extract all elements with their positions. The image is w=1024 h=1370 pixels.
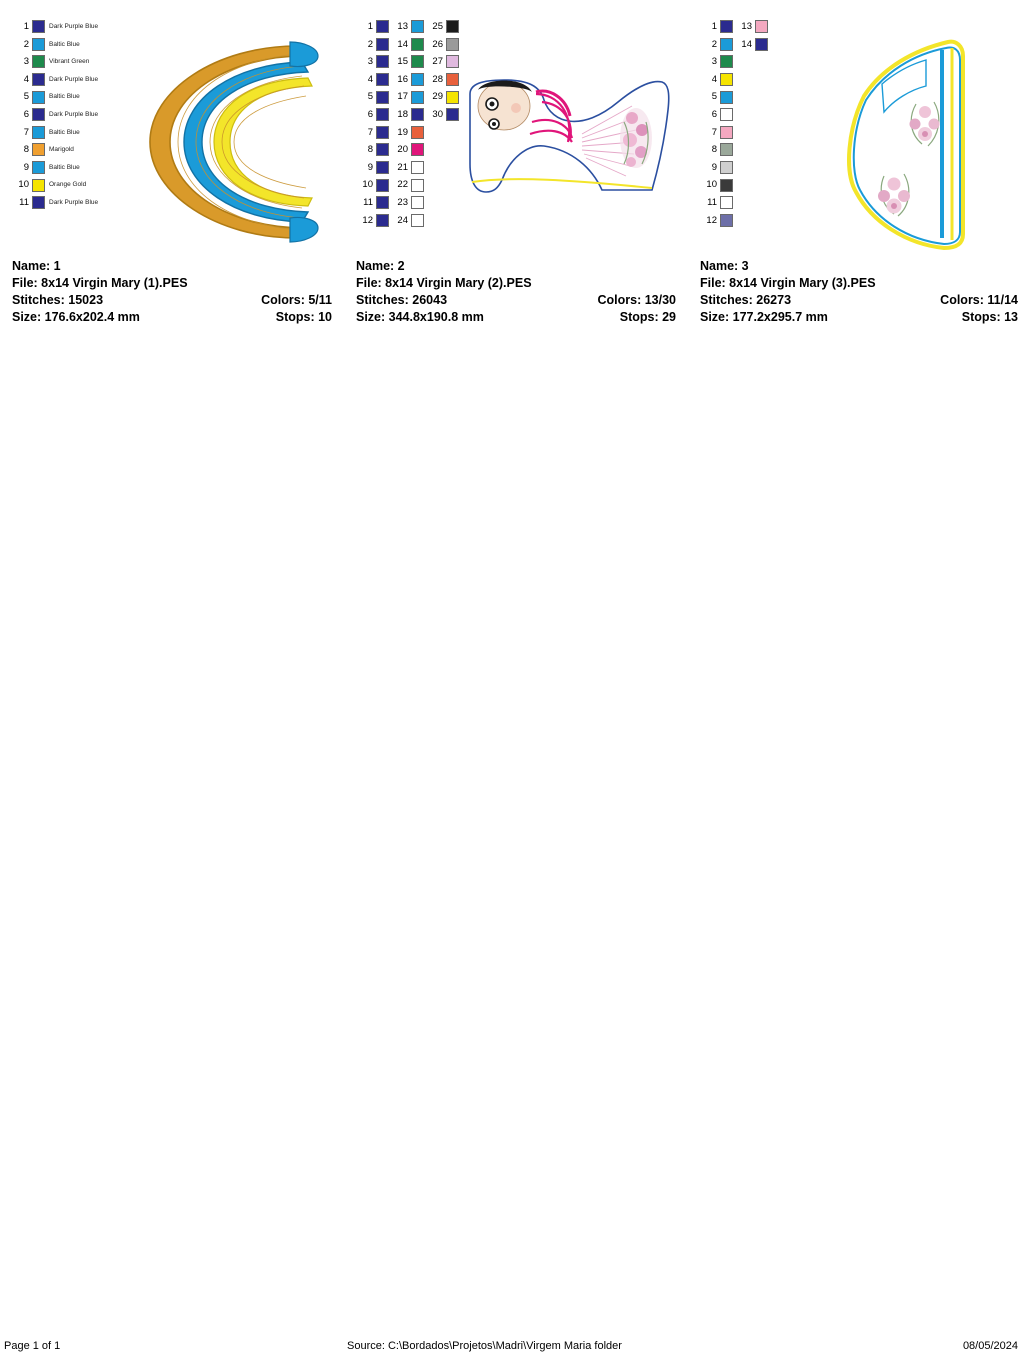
color-swatch bbox=[376, 196, 389, 209]
legend-item bbox=[700, 194, 733, 212]
legend-color-name: Dark Purple Blue bbox=[49, 75, 99, 83]
design-3-name-line bbox=[700, 258, 1018, 275]
design-3-file-line bbox=[700, 275, 1018, 292]
legend-item bbox=[391, 71, 424, 89]
design-3-color-legend bbox=[700, 18, 770, 229]
embroidery-preview-crescent bbox=[122, 32, 342, 252]
figure-pupil-left bbox=[490, 102, 495, 107]
legend-item bbox=[426, 53, 459, 71]
legend-number: 8 bbox=[367, 144, 373, 156]
design-3-file: File: 8x14 Virgin Mary (3).PES bbox=[700, 276, 876, 290]
color-swatch bbox=[720, 126, 733, 139]
color-swatch bbox=[411, 91, 424, 104]
legend-number: 5 bbox=[23, 91, 29, 103]
legend-item bbox=[700, 36, 733, 54]
color-swatch bbox=[411, 38, 424, 51]
design-3-stitches-line bbox=[700, 292, 1018, 309]
legend-number: 2 bbox=[367, 38, 373, 50]
legend-color-name: Baltic Blue bbox=[49, 163, 80, 171]
legend-number: 2 bbox=[711, 38, 717, 50]
color-swatch bbox=[376, 91, 389, 104]
legend-column bbox=[700, 18, 733, 229]
design-3-name: Name: 3 bbox=[700, 259, 749, 273]
crescent-tip-top bbox=[290, 42, 318, 67]
legend-number: 13 bbox=[397, 21, 408, 32]
legend-item bbox=[391, 36, 424, 54]
design-1-name-line bbox=[12, 258, 332, 275]
legend-item bbox=[391, 18, 424, 36]
legend-item bbox=[700, 124, 733, 142]
legend-number: 20 bbox=[397, 144, 408, 156]
color-swatch bbox=[32, 126, 45, 139]
legend-number: 14 bbox=[397, 38, 408, 50]
legend-item bbox=[391, 124, 424, 142]
design-block-3 bbox=[700, 18, 1020, 250]
design-3-artwork-row bbox=[700, 18, 1020, 250]
legend-number: 13 bbox=[741, 21, 752, 32]
color-swatch bbox=[32, 179, 45, 192]
legend-item bbox=[700, 141, 733, 159]
legend-item bbox=[700, 159, 733, 177]
color-swatch bbox=[411, 126, 424, 139]
color-swatch bbox=[446, 38, 459, 51]
legend-item bbox=[391, 106, 424, 124]
legend-number: 4 bbox=[711, 73, 717, 85]
legend-number: 10 bbox=[18, 179, 29, 191]
legend-item bbox=[356, 53, 389, 71]
legend-number: 18 bbox=[397, 108, 408, 120]
legend-number: 19 bbox=[397, 126, 408, 138]
legend-color-name: Orange Gold bbox=[49, 181, 87, 189]
legend-item bbox=[391, 159, 424, 177]
legend-number: 15 bbox=[397, 56, 408, 68]
legend-number: 30 bbox=[432, 108, 443, 120]
color-swatch bbox=[720, 161, 733, 174]
legend-item bbox=[356, 18, 389, 36]
legend-item bbox=[12, 194, 98, 212]
legend-number: 25 bbox=[432, 21, 443, 32]
legend-number: 1 bbox=[711, 21, 717, 32]
design-1-stitches: Stitches: 15023 bbox=[12, 293, 104, 307]
design-1-color-legend bbox=[12, 18, 100, 212]
legend-number: 3 bbox=[367, 56, 373, 68]
legend-item bbox=[12, 106, 98, 124]
legend-number: 11 bbox=[19, 196, 29, 208]
figure-cheek bbox=[511, 103, 521, 113]
legend-item bbox=[12, 141, 98, 159]
legend-number: 2 bbox=[23, 38, 29, 50]
legend-item bbox=[12, 18, 98, 36]
design-2-info bbox=[356, 258, 676, 326]
color-swatch bbox=[376, 55, 389, 68]
legend-number: 8 bbox=[711, 144, 717, 156]
legend-color-name: Dark Purple Blue bbox=[49, 23, 99, 30]
color-swatch bbox=[411, 20, 424, 33]
design-2-stitches-line bbox=[356, 292, 676, 309]
color-swatch bbox=[376, 161, 389, 174]
design-block-1 bbox=[12, 18, 342, 250]
legend-item bbox=[391, 176, 424, 194]
legend-number: 9 bbox=[711, 161, 717, 173]
legend-item bbox=[356, 124, 389, 142]
design-3-size-line bbox=[700, 309, 1018, 326]
legend-number: 5 bbox=[367, 91, 373, 103]
color-swatch bbox=[32, 55, 45, 68]
legend-item bbox=[391, 141, 424, 159]
legend-item bbox=[356, 176, 389, 194]
color-swatch bbox=[376, 126, 389, 139]
color-swatch bbox=[411, 179, 424, 192]
figure-pupil-right bbox=[492, 122, 496, 126]
design-1-name: Name: 1 bbox=[12, 259, 61, 273]
design-1-stitches-line bbox=[12, 292, 332, 309]
legend-item bbox=[356, 194, 389, 212]
color-swatch bbox=[376, 179, 389, 192]
design-3-size: Size: 177.2x295.7 mm bbox=[700, 310, 828, 324]
color-swatch bbox=[32, 143, 45, 156]
color-swatch bbox=[32, 91, 45, 104]
legend-number: 11 bbox=[363, 196, 373, 208]
legend-number: 12 bbox=[706, 214, 717, 226]
color-swatch bbox=[376, 108, 389, 121]
color-swatch bbox=[755, 38, 768, 51]
design-2-file: File: 8x14 Virgin Mary (2).PES bbox=[356, 276, 532, 290]
design-1-file-line bbox=[12, 275, 332, 292]
design-1-info bbox=[12, 258, 332, 326]
legend-item bbox=[356, 106, 389, 124]
legend-item bbox=[700, 88, 733, 106]
legend-item bbox=[426, 18, 459, 36]
legend-item bbox=[12, 71, 98, 89]
legend-item bbox=[12, 88, 98, 106]
design-3-stitches: Stitches: 26273 bbox=[700, 293, 792, 307]
color-swatch bbox=[720, 108, 733, 121]
color-swatch bbox=[720, 20, 733, 33]
color-swatch bbox=[32, 73, 45, 86]
legend-color-name: Baltic Blue bbox=[49, 128, 80, 136]
figure-floral-cluster bbox=[620, 108, 652, 168]
legend-color-name: Marigold bbox=[49, 146, 74, 154]
design-3-stops: Stops: 13 bbox=[961, 310, 1018, 324]
design-2-size-line bbox=[356, 309, 676, 326]
legend-number: 4 bbox=[23, 73, 29, 85]
legend-number: 10 bbox=[706, 179, 717, 191]
legend-number: 26 bbox=[432, 38, 443, 50]
design-1-stops: Stops: 10 bbox=[275, 310, 332, 324]
legend-number: 28 bbox=[432, 73, 443, 85]
legend-item bbox=[12, 36, 98, 54]
legend-number: 12 bbox=[362, 214, 373, 226]
legend-number: 11 bbox=[707, 196, 717, 208]
legend-number: 4 bbox=[367, 73, 373, 85]
color-swatch bbox=[411, 73, 424, 86]
design-1-colors: Colors: 5/11 bbox=[261, 293, 332, 307]
design-2-name-line bbox=[356, 258, 676, 275]
legend-number: 1 bbox=[367, 21, 373, 32]
legend-item bbox=[12, 159, 98, 177]
legend-item bbox=[700, 53, 733, 71]
design-3-colors: Colors: 11/14 bbox=[940, 293, 1018, 307]
footer-date: 08/05/2024 bbox=[962, 1340, 1018, 1352]
legend-item bbox=[735, 18, 768, 36]
color-swatch bbox=[411, 161, 424, 174]
legend-number: 7 bbox=[711, 126, 717, 138]
page-footer bbox=[0, 1340, 1024, 1356]
color-swatch bbox=[411, 55, 424, 68]
legend-item bbox=[356, 36, 389, 54]
color-swatch bbox=[446, 55, 459, 68]
design-1-artwork-row bbox=[12, 18, 342, 250]
legend-item bbox=[356, 159, 389, 177]
color-swatch bbox=[376, 38, 389, 51]
legend-item bbox=[700, 106, 733, 124]
legend-number: 22 bbox=[397, 179, 408, 191]
legend-number: 27 bbox=[432, 56, 443, 68]
legend-item bbox=[735, 36, 768, 54]
color-swatch bbox=[32, 38, 45, 51]
footer-page-number: Page 1 of 1 bbox=[4, 1340, 61, 1352]
embroidery-preview-bell-figure bbox=[432, 72, 682, 207]
color-swatch bbox=[32, 196, 45, 209]
color-swatch bbox=[32, 161, 45, 174]
design-2-file-line bbox=[356, 275, 676, 292]
legend-number: 9 bbox=[23, 161, 29, 173]
color-swatch bbox=[376, 214, 389, 227]
color-swatch bbox=[720, 214, 733, 227]
legend-number: 8 bbox=[23, 144, 29, 156]
legend-number: 14 bbox=[741, 38, 752, 50]
legend-number: 1 bbox=[23, 21, 29, 32]
design-3-info bbox=[700, 258, 1018, 326]
legend-item bbox=[356, 88, 389, 106]
color-swatch bbox=[720, 179, 733, 192]
legend-number: 9 bbox=[367, 161, 373, 173]
legend-item bbox=[700, 18, 733, 36]
legend-number: 23 bbox=[397, 196, 408, 208]
legend-color-name: Baltic Blue bbox=[49, 40, 80, 48]
legend-column bbox=[735, 18, 768, 53]
design-2-size: Size: 344.8x190.8 mm bbox=[356, 310, 484, 324]
legend-number: 5 bbox=[711, 91, 717, 103]
legend-color-name: Dark Purple Blue bbox=[49, 198, 99, 206]
color-swatch bbox=[411, 196, 424, 209]
legend-column bbox=[356, 18, 389, 229]
legend-item bbox=[12, 53, 98, 71]
design-2-artwork-row bbox=[356, 18, 686, 250]
legend-number: 21 bbox=[397, 161, 408, 173]
design-1-file: File: 8x14 Virgin Mary (1).PES bbox=[12, 276, 188, 290]
design-2-stops: Stops: 29 bbox=[619, 310, 676, 324]
legend-item bbox=[356, 71, 389, 89]
color-swatch bbox=[411, 214, 424, 227]
color-swatch bbox=[720, 91, 733, 104]
legend-column bbox=[391, 18, 424, 229]
legend-number: 16 bbox=[397, 73, 408, 85]
design-1-size-line bbox=[12, 309, 332, 326]
legend-color-name: Baltic Blue bbox=[49, 93, 80, 101]
color-swatch bbox=[376, 20, 389, 33]
legend-item bbox=[356, 141, 389, 159]
legend-item bbox=[391, 53, 424, 71]
legend-number: 3 bbox=[23, 56, 29, 68]
crescent-tip-bottom bbox=[290, 217, 318, 242]
legend-color-name: Vibrant Green bbox=[49, 58, 90, 66]
legend-number: 6 bbox=[367, 108, 373, 120]
legend-item bbox=[391, 194, 424, 212]
color-swatch bbox=[755, 20, 768, 33]
legend-item bbox=[356, 212, 389, 230]
legend-number: 7 bbox=[23, 126, 29, 138]
legend-number: 3 bbox=[711, 56, 717, 68]
legend-number: 17 bbox=[397, 91, 408, 103]
legend-column bbox=[12, 18, 98, 212]
legend-item bbox=[700, 212, 733, 230]
legend-item bbox=[12, 124, 98, 142]
color-swatch bbox=[720, 55, 733, 68]
color-swatch bbox=[720, 143, 733, 156]
footer-source-path: Source: C:\Bordados\Projetos\Madri\Virgem Maria folder bbox=[347, 1340, 622, 1352]
color-swatch bbox=[720, 73, 733, 86]
color-swatch bbox=[446, 20, 459, 33]
embroidery-preview-mantle bbox=[830, 26, 1020, 256]
legend-color-name: Dark Purple Blue bbox=[49, 110, 99, 118]
legend-item bbox=[391, 212, 424, 230]
design-2-name: Name: 2 bbox=[356, 259, 405, 273]
color-swatch bbox=[376, 73, 389, 86]
design-1-size: Size: 176.6x202.4 mm bbox=[12, 310, 140, 324]
design-2-stitches: Stitches: 26043 bbox=[356, 293, 448, 307]
design-2-colors: Colors: 13/30 bbox=[597, 293, 676, 307]
legend-number: 10 bbox=[362, 179, 373, 191]
legend-number: 24 bbox=[397, 214, 408, 226]
color-swatch bbox=[411, 143, 424, 156]
legend-item bbox=[700, 71, 733, 89]
legend-item bbox=[426, 36, 459, 54]
color-swatch bbox=[32, 20, 45, 33]
design-block-2 bbox=[356, 18, 686, 250]
legend-item bbox=[700, 176, 733, 194]
color-swatch bbox=[32, 108, 45, 121]
color-swatch bbox=[411, 108, 424, 121]
color-swatch bbox=[376, 143, 389, 156]
legend-number: 7 bbox=[367, 126, 373, 138]
legend-number: 29 bbox=[432, 91, 443, 103]
legend-item bbox=[12, 176, 98, 194]
legend-item bbox=[391, 88, 424, 106]
legend-number: 6 bbox=[711, 108, 717, 120]
legend-number: 6 bbox=[23, 108, 29, 120]
color-swatch bbox=[720, 196, 733, 209]
color-swatch bbox=[720, 38, 733, 51]
